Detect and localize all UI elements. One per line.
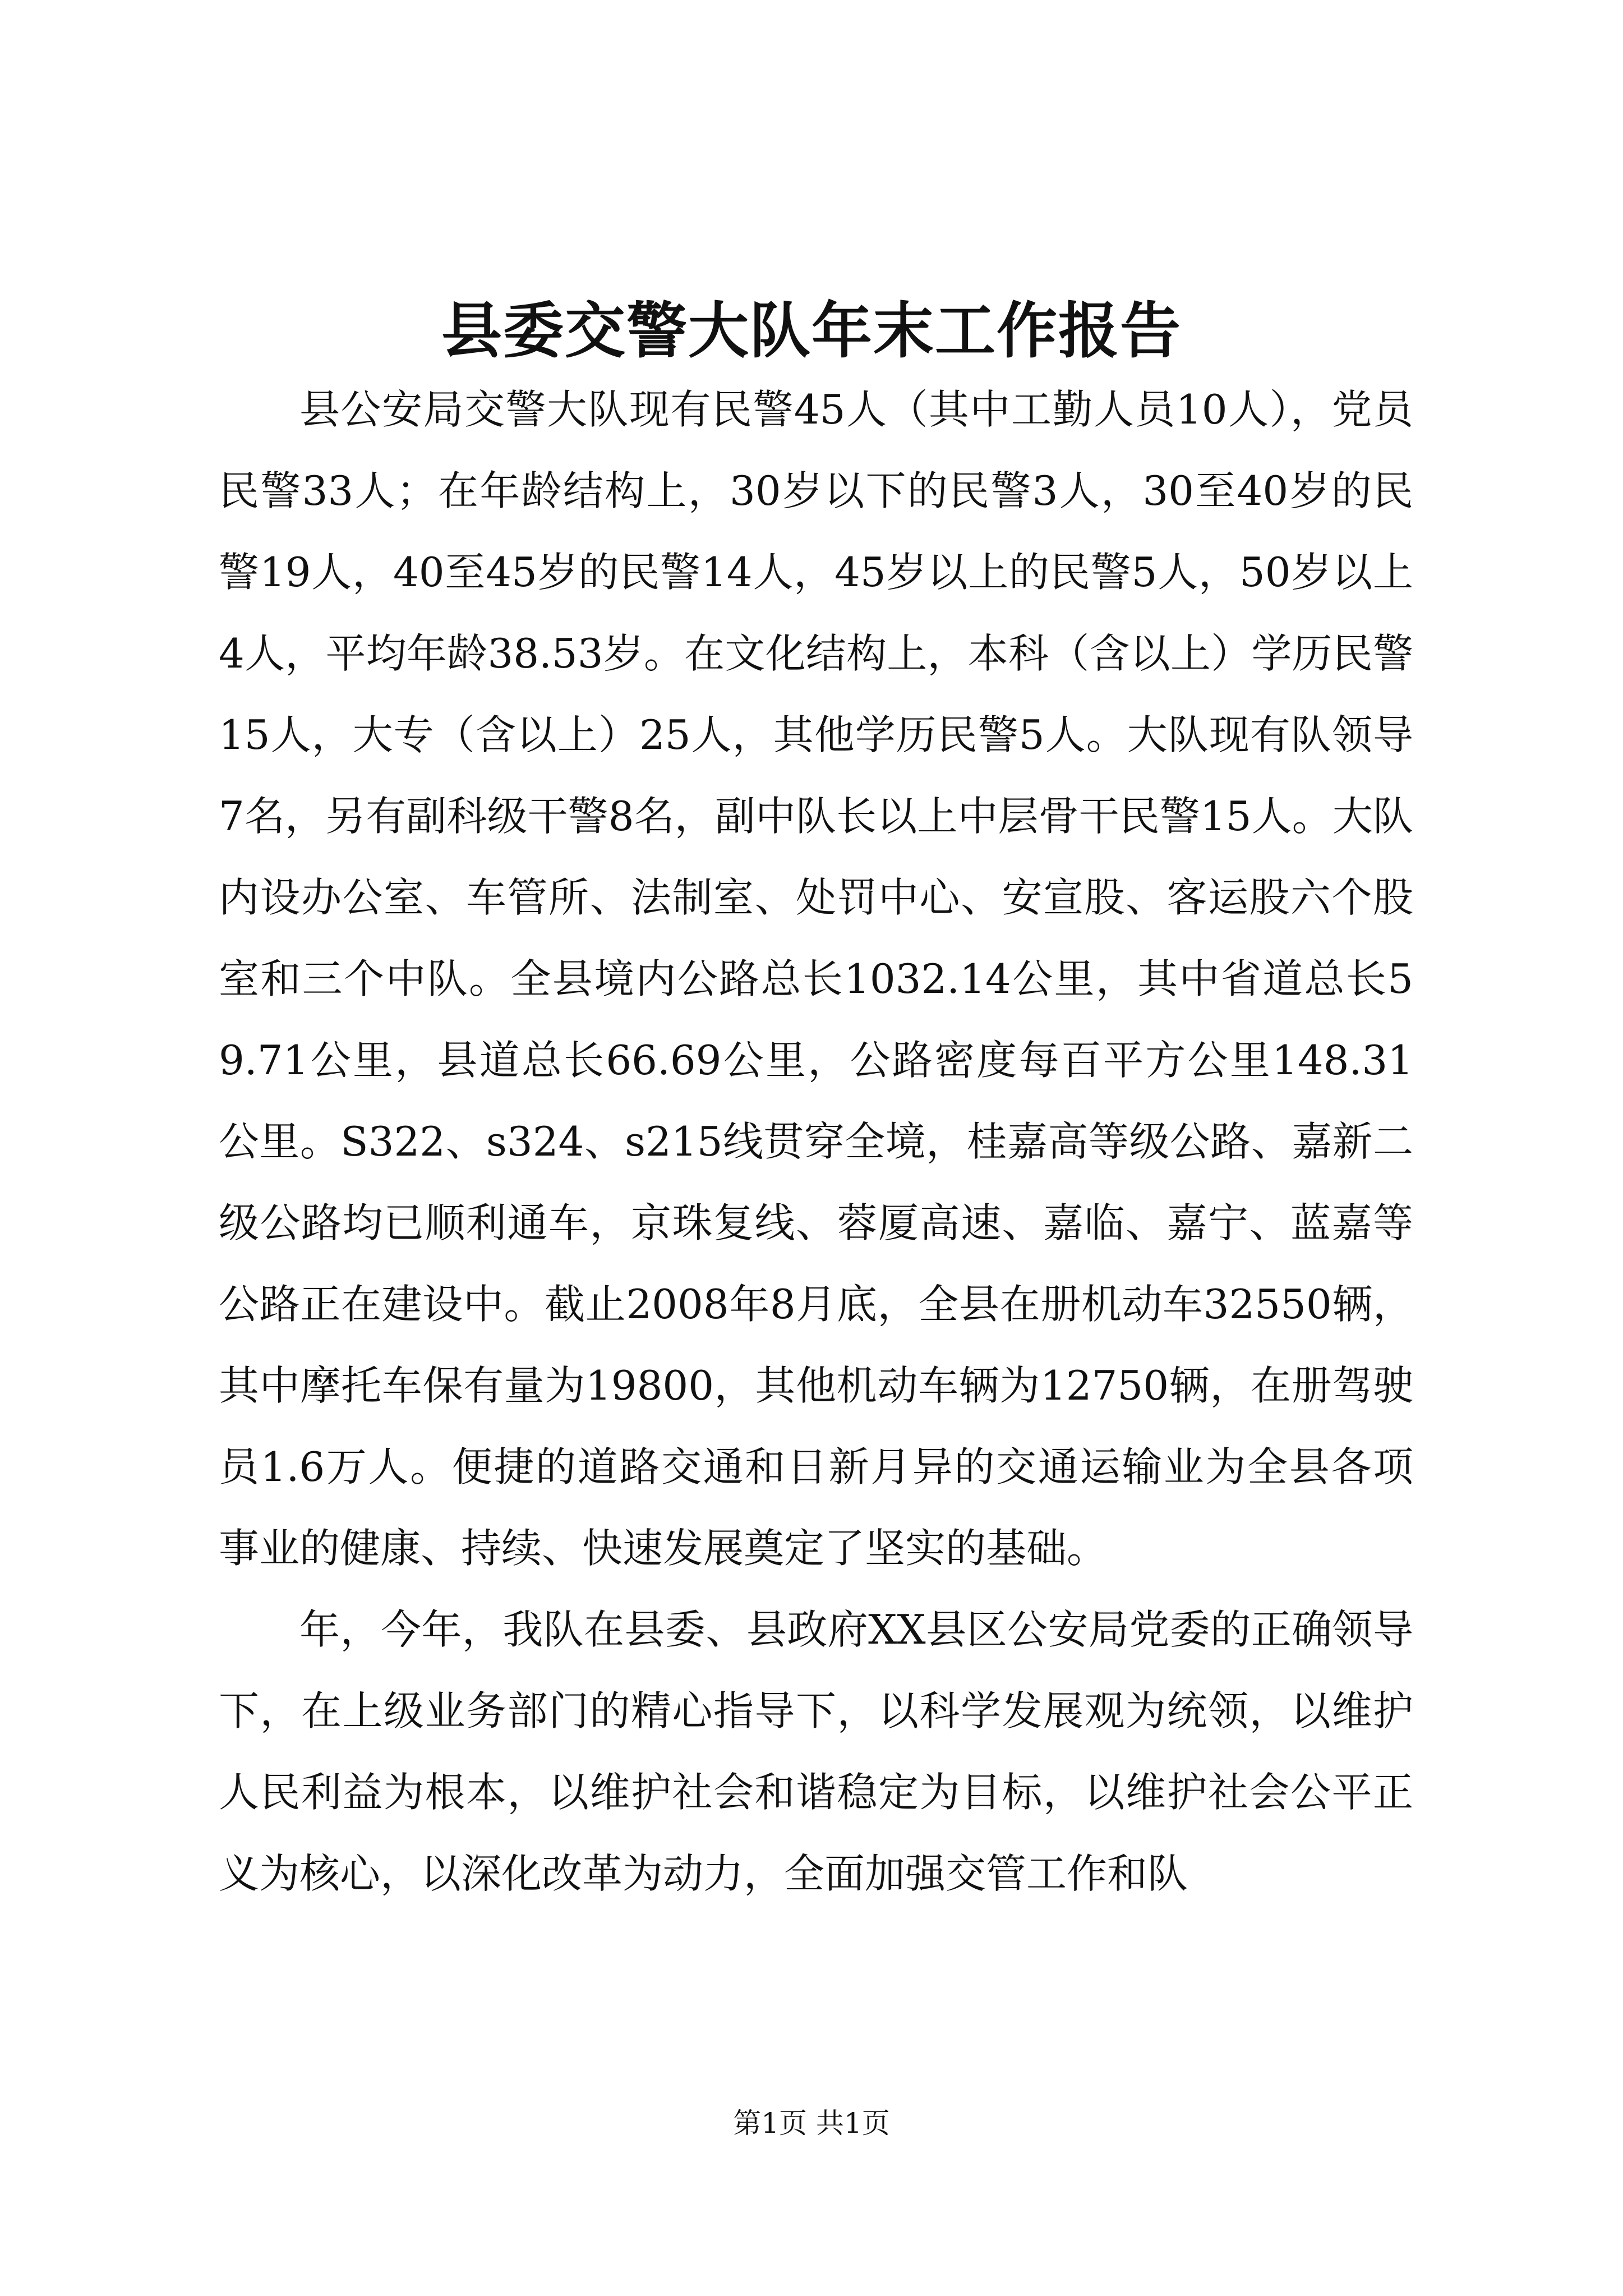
paragraph-2: 年，今年，我队在县委、县政府XX县区公安局党委的正确领导下，在上级业务部门的精心指导下，以科学发展观为统领，以维护人民利益为根本，以维护社会和谐稳定为目标，以维护社会公平正义为核心，以深化改革为动力，全面加强交管工作和队 (219, 1606, 1413, 1897)
paragraph-1: 县公安局交警大队现有民警45人（其中工勤人员10人），党员民警33人；在年龄结构上，30岁以下的民警3人，30至40岁的民警19人，40至45岁的民警14人，45岁以上的民警5人，50岁以上4人，平均年龄38.53岁。在文化结构上，本科（含以上）学历民警15人，大专（含以上）25人，其他学历民警5人。大队现有队领导7名，另有副科级干警8名，副中队长以上中层骨干民警15人。大队内设办公室、车管所、法制室、处罚中心、安宣股、客运股六个股室和三个中队。全县境内公路总长1032.14公里，其中省道总长59.71公里，县道总长66.69公里，公路密度每百平方公里148.31公里。S322、s324、s215线贯穿全境，桂嘉高等级公路、嘉新二级公路均已顺利通车，京珠复线、蓉厦高速、嘉临、嘉宁、蓝嘉等公路正在建设中。截止2008年8月底，全县在册机动车32550辆，其中摩托车保有量为19800，其他机动车辆为12750辆，在册驾驶员1.6万人。便捷的道路交通和日新月异的交通运输业为全县各项事业的健康、持续、快速发展奠定了坚实的基础。 (219, 386, 1413, 1572)
document-body (219, 369, 1413, 1915)
document-title: 县委交警大队年末工作报告 (441, 296, 1182, 366)
page-footer: 第1页 共1页 (733, 2107, 890, 2139)
